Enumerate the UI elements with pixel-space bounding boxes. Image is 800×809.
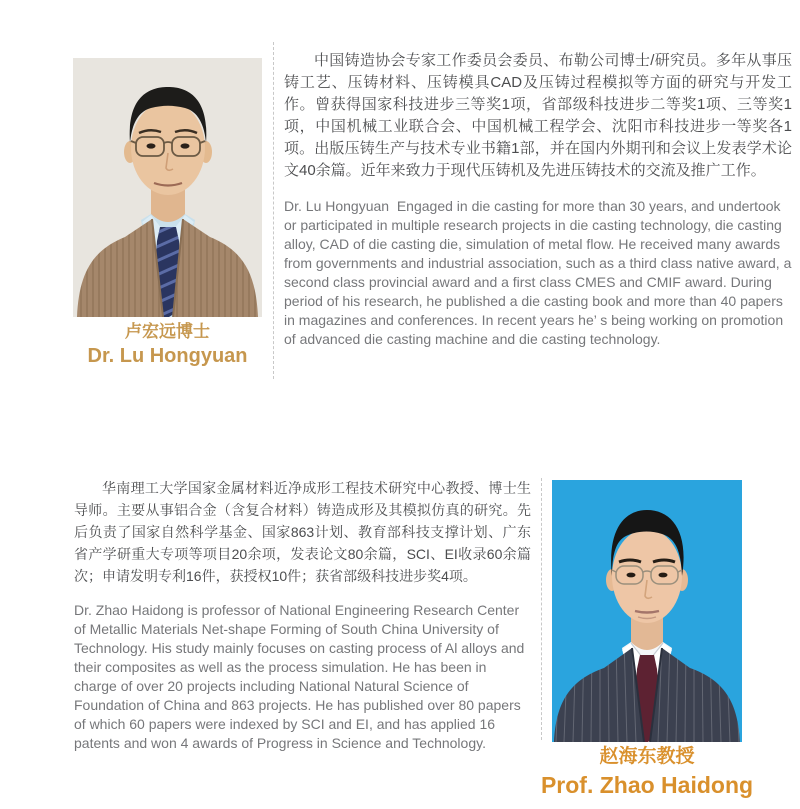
name-english-zhao: Prof. Zhao Haidong xyxy=(540,771,754,798)
name-caption-lu xyxy=(58,322,277,368)
dashed-divider-bottom xyxy=(541,478,542,740)
name-chinese-zhao: 赵海东教授 xyxy=(599,746,695,767)
eye-right xyxy=(659,573,668,578)
bio-english-lu: Dr. Lu Hongyuan Engaged in die casting for more than 30 years, and undertook or participated in multiple research projects in die casting technology, die casting alloy, CAD of die casting die, simulation of metal flow. He received many awards from governments and industrial association, such as a third class native award, a second class provincial award and a first class CMES and CMIF award. During period of his research, he published a die casting book and more than 40 papers in magazines and conferences. In recent years he’ s being working on promotion of advanced die casting machine and die casting technology. xyxy=(284,198,796,347)
dashed-divider-top xyxy=(273,42,274,379)
name-chinese-lu: 卢宏远博士 xyxy=(125,322,210,341)
face xyxy=(131,101,205,195)
eye-right xyxy=(181,143,190,148)
bio-zhao xyxy=(74,477,531,753)
bio-chinese-zhao: 华南理工大学国家金属材料近净成形工程技术研究中心教授、博士生导师。主要从事铝合金（含复合材料）铸造成形及其模拟仿真的研究。先后负责了国家自然科学基金、国家863计划、教育部科技支撑计划、广东省产学研重大专项等项目20余项，发表论文80余篇，SCI、EI收录60余篇次；申请发明专利16件，获授权10件；获省部级科技进步奖4项。 xyxy=(74,480,531,584)
eye-left xyxy=(627,573,636,578)
name-english-lu: Dr. Lu Hongyuan xyxy=(87,345,248,368)
tie-knot xyxy=(637,655,657,669)
bio-chinese-lu: 中国铸造协会专家工作委员会委员、布勒公司博士/研究员。多年从事压铸工艺、压铸材料、压铸模具CAD及压铸过程模拟等方面的研究与开发工作。曾获得国家科技进步三等奖1项，省部级科技进步二等奖1项、三等奖1项，中国机械工业联合会、中国机械工程学会、沈阳市科技进步一等奖各1项。出版压铸生产与技术专业书籍1部，并在国内外期刊和会议上发表学术论文40余篇。近年来致力于现代压铸机及先进压铸技术的交流及推广工作。 xyxy=(284,52,792,179)
portrait-zhao-svg xyxy=(552,480,742,742)
portrait-photo-zhao-haidong xyxy=(552,480,742,742)
face xyxy=(612,529,682,623)
eye-left xyxy=(147,143,156,148)
bio-english-zhao: Dr. Zhao Haidong is professor of National Engineering Research Center of Metallic Materials Net-shape Forming of South China University of Technology. His study mainly focuses on casting process of Al alloys and their composites as well as the process simulation. He has been in charge of over 20 projects including National Natural Science of Foundation of China and 863 projects. He has published over 80 papers of which 60 papers were indexed by SCI and EI, and has applied 16 patents and won 4 awards of Progress in Science and Technology. xyxy=(74,602,529,751)
portrait-photo-lu-hongyuan xyxy=(73,58,262,317)
bio-lu xyxy=(284,50,796,349)
name-caption-zhao xyxy=(528,746,766,799)
portrait-lu-svg xyxy=(73,58,262,317)
